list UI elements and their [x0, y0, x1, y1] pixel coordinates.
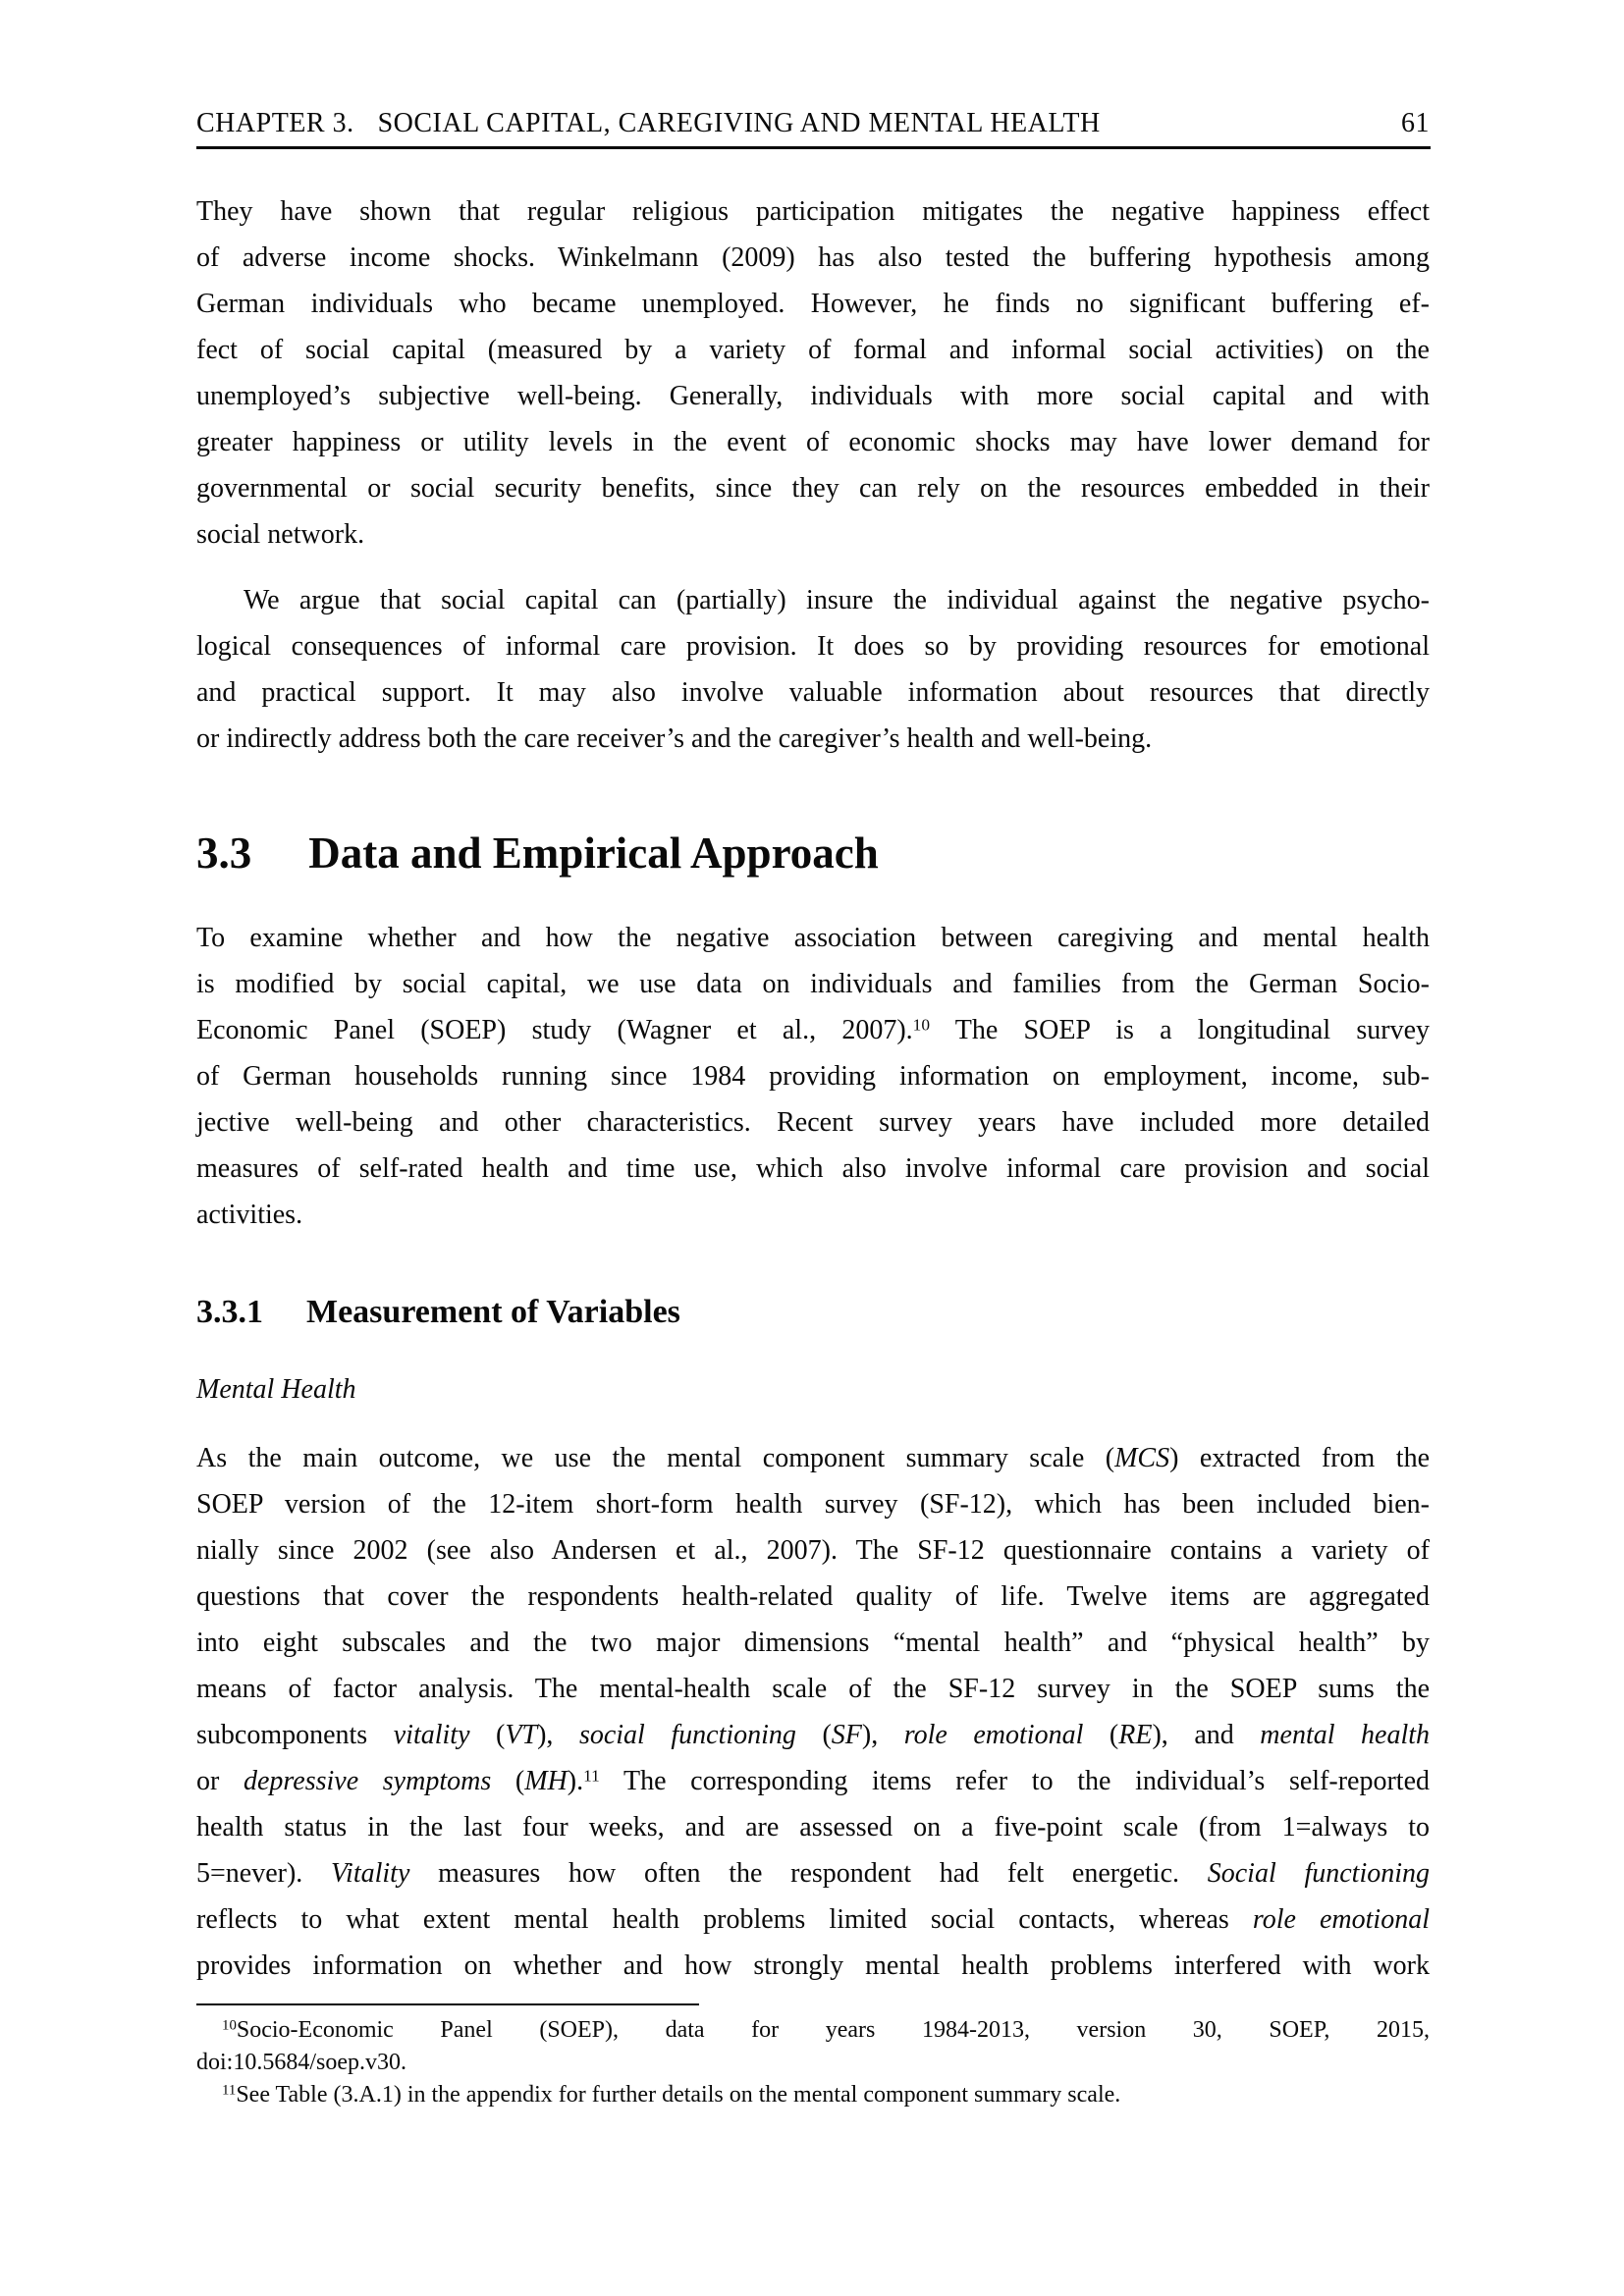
text-segment: MCS	[1114, 1443, 1170, 1473]
text-line	[196, 915, 1430, 961]
text-line	[196, 1804, 1430, 1850]
page-number: 61	[1401, 108, 1430, 138]
text-line	[196, 1192, 1430, 1238]
text-line	[196, 511, 1430, 558]
text-segment: VT	[505, 1720, 538, 1750]
text-segment: Socio-Economic Panel (SOEP), data for years 1984-2013, version 30, SOEP, 2015,	[236, 2017, 1430, 2043]
text-line	[196, 1850, 1430, 1896]
text-line	[196, 1099, 1430, 1146]
footnote-11	[196, 2079, 1430, 2111]
text-line	[196, 961, 1430, 1007]
text-segment: The corresponding items refer to the individual’s self-reported	[599, 1766, 1430, 1796]
text-segment: greater happiness or utility levels in the event of economic shocks may have lower demand for	[196, 427, 1430, 457]
text-line	[196, 1943, 1430, 1989]
text-segment: role emotional	[903, 1720, 1084, 1750]
text-segment: governmental or social security benefits, since they can rely on the resources embedded in their	[196, 473, 1430, 504]
text-line	[196, 2047, 1430, 2079]
text-segment: subcomponents	[196, 1720, 394, 1750]
text-segment: See Table (3.A.1) in the appendix for further details on the mental component summary scale.	[236, 2082, 1121, 2108]
text-segment: ),	[537, 1720, 579, 1750]
text-segment: into eight subscales and the two major dimensions “mental health” and “physical health” by	[196, 1628, 1430, 1658]
text-line	[196, 373, 1430, 419]
text-segment: questions that cover the respondents health-related quality of life. Twelve items are aggregated	[196, 1581, 1430, 1612]
text-segment: role emotional	[1252, 1904, 1430, 1935]
text-segment: nially since 2002 (see also Andersen et al., 2007). The SF-12 questionnaire contains a variety of	[196, 1535, 1430, 1566]
text-segment: unemployed’s subjective well-being. Generally, individuals with more social capital and with	[196, 381, 1430, 411]
text-line	[196, 1620, 1430, 1666]
footnote-rule	[196, 2003, 699, 2005]
text-segment: jective well-being and other characteristics. Recent survey years have included more detailed	[196, 1107, 1430, 1138]
text-line	[196, 188, 1430, 235]
text-segment: measures how often the respondent had felt energetic.	[409, 1858, 1208, 1889]
text-segment: measures of self-rated health and time use, which also involve informal care provision and social	[196, 1153, 1430, 1184]
text-segment: is modified by social capital, we use data on individuals and families from the German Socio-	[196, 969, 1430, 999]
header-rule	[196, 146, 1431, 149]
text-line	[196, 419, 1430, 465]
text-segment: (	[491, 1766, 525, 1796]
section-number: 3.3	[196, 828, 252, 878]
text-segment: fect of social capital (measured by a variety of formal and informal social activities) on the	[196, 335, 1430, 365]
chapter-title: SOCIAL CAPITAL, CAREGIVING AND MENTAL HEALTH	[377, 108, 1101, 138]
text-line	[196, 623, 1430, 669]
text-segment: vitality	[393, 1720, 470, 1750]
text-segment: Vitality	[331, 1858, 410, 1889]
text-segment: To examine whether and how the negative association between caregiving and mental health	[196, 923, 1430, 953]
text-line	[196, 2014, 1430, 2047]
text-segment: MH	[524, 1766, 568, 1796]
paragraph-3	[196, 915, 1430, 1238]
text-segment: SOEP version of the 12-item short-form health survey (SF-12), which has been included bien-	[196, 1489, 1430, 1520]
text-line	[196, 1758, 1430, 1804]
text-segment: As the main outcome, we use the mental component summary scale (	[196, 1443, 1115, 1473]
text-line	[196, 577, 1430, 623]
section-title: Data and Empirical Approach	[308, 828, 879, 878]
superscript: 11	[222, 2082, 237, 2099]
text-segment: social functioning	[578, 1720, 796, 1750]
text-line	[196, 669, 1430, 716]
text-segment: of German households running since 1984 providing information on employment, income, sub-	[196, 1061, 1430, 1092]
text-segment: mental health	[1260, 1720, 1431, 1750]
text-segment: reflects to what extent mental health problems limited social contacts, whereas	[196, 1904, 1253, 1935]
text-line	[196, 2079, 1430, 2111]
section-heading-3-3	[196, 828, 1430, 879]
text-segment: logical consequences of informal care provision. It does so by providing resources for emotional	[196, 631, 1430, 662]
text-segment: means of factor analysis. The mental-health scale of the SF-12 survey in the SOEP sums the	[196, 1674, 1430, 1704]
text-line	[196, 1574, 1430, 1620]
superscript: 11	[583, 1766, 600, 1786]
text-line	[196, 1053, 1430, 1099]
text-segment: SF	[831, 1720, 862, 1750]
text-line	[196, 1007, 1430, 1053]
footnotes	[196, 2014, 1430, 2111]
text-segment: of adverse income shocks. Winkelmann (2009) has also tested the buffering hypothesis among	[196, 242, 1430, 273]
text-segment: The SOEP is a longitudinal survey	[930, 1015, 1431, 1045]
text-segment: Economic Panel (SOEP) study (Wagner et al., 2007).	[196, 1015, 913, 1045]
paragraph-2	[196, 577, 1430, 762]
superscript: 10	[912, 1015, 931, 1035]
text-segment: ), and	[1152, 1720, 1261, 1750]
text-line	[196, 1435, 1430, 1481]
text-line	[196, 235, 1430, 281]
text-segment: or indirectly address both the care receiver’s and the caregiver’s health and well-being.	[196, 723, 1153, 754]
paragraph-1	[196, 188, 1430, 558]
text-segment: activities.	[196, 1200, 303, 1230]
text-segment: (	[1083, 1720, 1119, 1750]
running-header	[196, 108, 1430, 139]
text-segment: We argue that social capital can (partially) insure the individual against the negative psycho-	[244, 585, 1430, 615]
text-line	[196, 1481, 1430, 1527]
subsection-heading-3-3-1	[196, 1294, 1430, 1331]
text-line	[196, 1896, 1430, 1943]
text-segment: social network.	[196, 519, 365, 550]
subsection-title: Measurement of Variables	[306, 1294, 680, 1330]
text-segment: provides information on whether and how strongly mental health problems interfered with work	[196, 1950, 1430, 1981]
text-segment: ),	[861, 1720, 904, 1750]
text-segment: health status in the last four weeks, and are assessed on a five-point scale (from 1=always to	[196, 1812, 1430, 1842]
text-line	[196, 1712, 1430, 1758]
text-segment: ) extracted from the	[1169, 1443, 1430, 1473]
footnote-10	[196, 2014, 1430, 2079]
text-segment: depressive symptoms	[243, 1766, 492, 1796]
text-segment: 5=never).	[196, 1858, 332, 1889]
superscript: 10	[222, 2017, 237, 2034]
running-header-title	[196, 108, 1101, 139]
text-segment: doi:10.5684/soep.v30.	[196, 2050, 406, 2075]
text-segment: They have shown that regular religious participation mitigates the negative happiness effect	[196, 196, 1430, 227]
text-line	[196, 327, 1430, 373]
text-line	[196, 1146, 1430, 1192]
subsubsection-heading-mental-health: Mental Health	[196, 1374, 356, 1405]
text-line	[196, 1666, 1430, 1712]
text-segment: ).	[567, 1766, 584, 1796]
text-line	[196, 281, 1430, 327]
text-segment: German individuals who became unemployed. However, he finds no significant buffering ef-	[196, 289, 1430, 319]
text-line	[196, 465, 1430, 511]
text-line	[196, 1527, 1430, 1574]
text-segment: (	[469, 1720, 506, 1750]
chapter-label: CHAPTER 3.	[196, 108, 354, 138]
paragraph-4	[196, 1435, 1430, 1989]
text-segment: (	[795, 1720, 832, 1750]
text-segment: or	[196, 1766, 244, 1796]
text-line	[196, 716, 1430, 762]
text-segment: Social functioning	[1207, 1858, 1431, 1889]
text-segment: RE	[1118, 1720, 1153, 1750]
text-segment: and practical support. It may also involve valuable information about resources that directly	[196, 677, 1430, 708]
subsection-number: 3.3.1	[196, 1294, 263, 1330]
